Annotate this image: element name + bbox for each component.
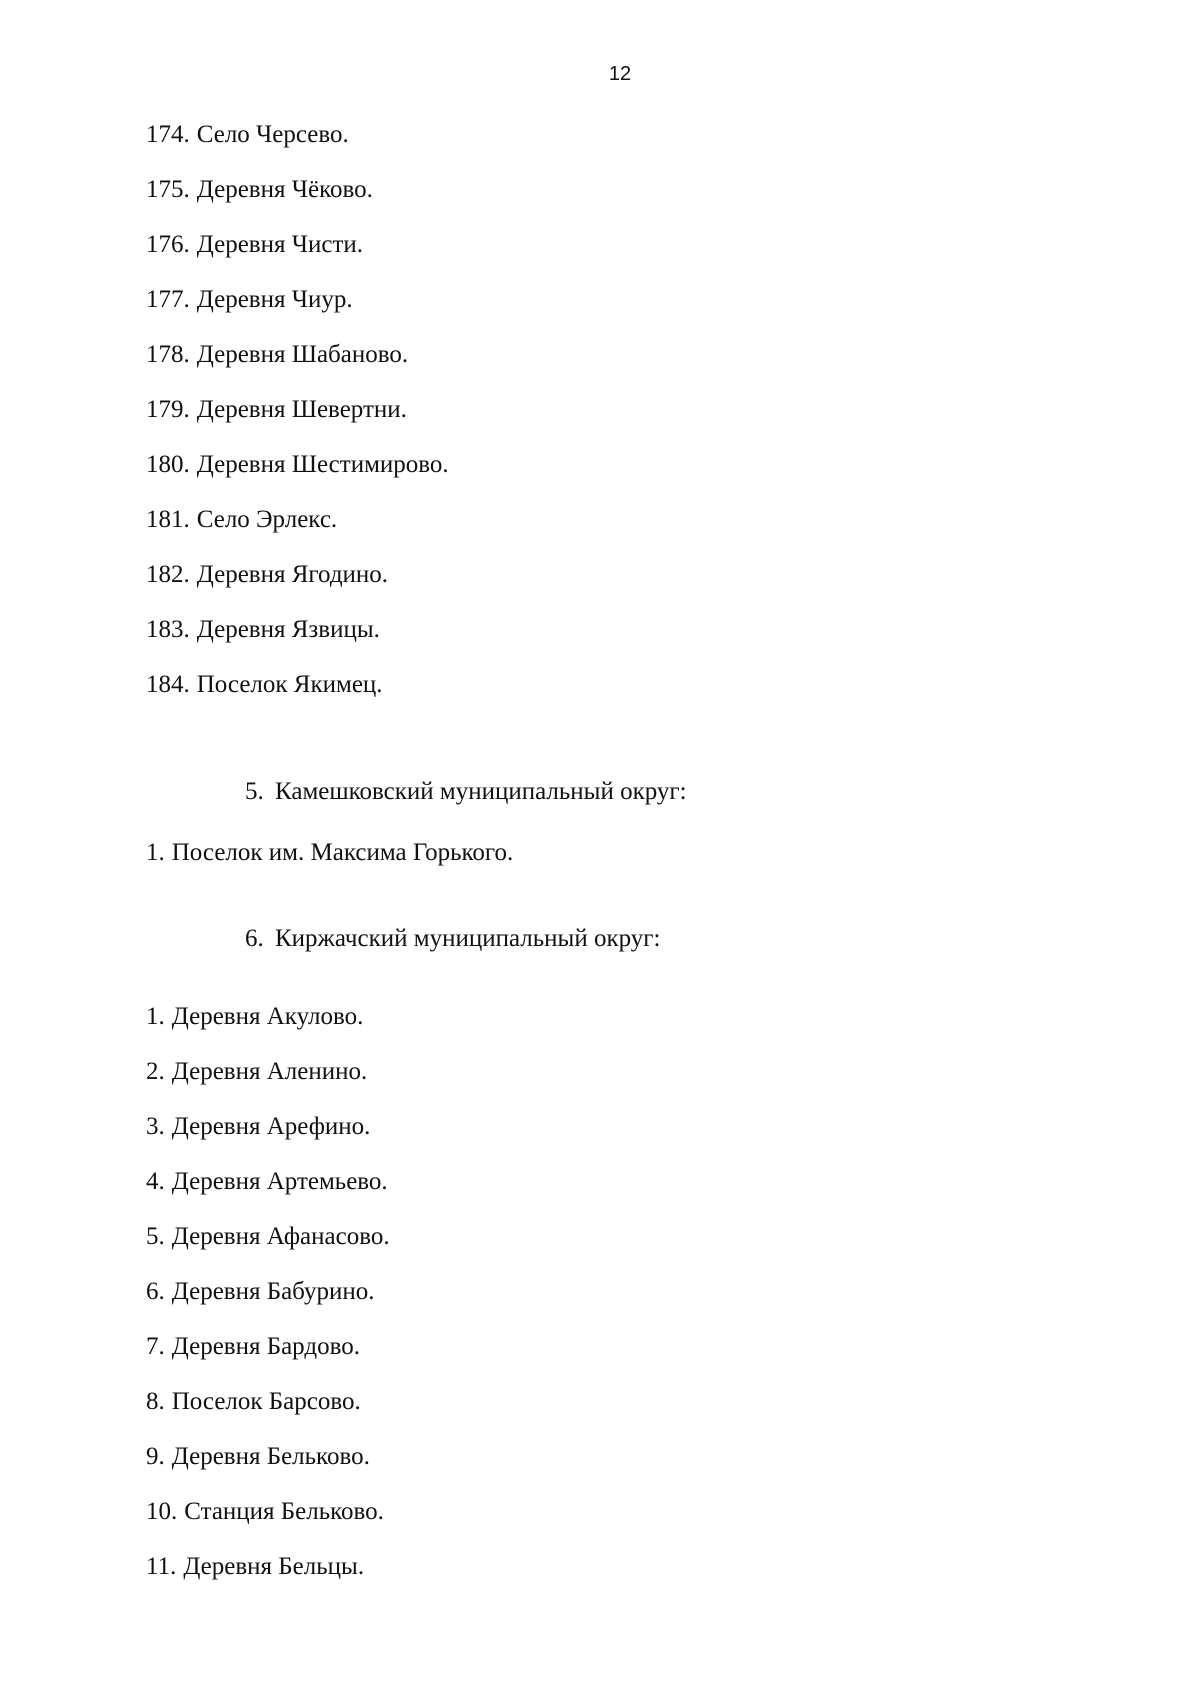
item-text: Деревня Акулово. (171, 1003, 364, 1030)
item-number: 180. (146, 451, 190, 478)
list-item (146, 395, 1046, 450)
item-number: 1. (146, 839, 165, 866)
item-text: Деревня Бельцы. (183, 1553, 365, 1580)
kirzhachsky-settlement-list (146, 1002, 1046, 1607)
item-text: Деревня Шабаново. (196, 341, 409, 368)
item-text: Деревня Шестимирово. (196, 451, 449, 478)
item-number: 8. (146, 1388, 165, 1415)
list-item (146, 1222, 1046, 1277)
item-number: 6. (146, 1278, 165, 1305)
list-item (146, 120, 1046, 175)
item-number: 10. (146, 1498, 178, 1525)
list-item (146, 340, 1046, 395)
item-number: 9. (146, 1443, 165, 1470)
item-text: Деревня Ягодино. (196, 561, 389, 588)
item-text: Деревня Афанасово. (171, 1223, 390, 1250)
list-item (146, 175, 1046, 230)
list-item (146, 1552, 1046, 1607)
item-text: Поселок Якимец. (196, 671, 383, 698)
item-number: 176. (146, 231, 190, 258)
item-number: 174. (146, 121, 190, 148)
item-number: 182. (146, 561, 190, 588)
section-number: 5. (245, 778, 264, 805)
list-item (146, 1332, 1046, 1387)
item-text: Деревня Чёково. (196, 176, 373, 203)
item-text: Поселок им. Максима Горького. (171, 839, 514, 866)
section-heading-kirzhachsky (245, 924, 1095, 954)
kameshkovsky-settlement-list (146, 838, 1046, 868)
list-item (146, 1277, 1046, 1332)
item-number: 7. (146, 1333, 165, 1360)
item-text: Поселок Барсово. (171, 1388, 361, 1415)
list-item (146, 1442, 1046, 1497)
item-text: Деревня Шевертни. (196, 396, 407, 423)
list-item (146, 560, 1046, 615)
item-number: 175. (146, 176, 190, 203)
item-text: Село Эрлекс. (196, 506, 338, 533)
list-item (146, 1057, 1046, 1112)
item-number: 3. (146, 1113, 165, 1140)
item-number: 179. (146, 396, 190, 423)
list-item (146, 670, 1046, 725)
item-number: 2. (146, 1058, 165, 1085)
item-text: Деревня Артемьево. (171, 1168, 388, 1195)
list-item (146, 838, 1046, 868)
item-number: 178. (146, 341, 190, 368)
item-text: Деревня Бельково. (171, 1443, 370, 1470)
list-item (146, 1387, 1046, 1442)
item-number: 177. (146, 286, 190, 313)
section-title: Камешковский муниципальный округ: (275, 778, 687, 805)
item-text: Деревня Чисти. (196, 231, 364, 258)
item-number: 183. (146, 616, 190, 643)
list-item (146, 1167, 1046, 1222)
item-number: 11. (146, 1553, 177, 1580)
continued-settlement-list (146, 120, 1046, 725)
item-text: Село Черсево. (196, 121, 349, 148)
item-text: Деревня Бардово. (171, 1333, 360, 1360)
list-item (146, 285, 1046, 340)
page-number: 12 (608, 63, 632, 85)
list-item (146, 505, 1046, 560)
list-item (146, 450, 1046, 505)
item-number: 184. (146, 671, 190, 698)
section-number: 6. (245, 925, 264, 952)
item-number: 5. (146, 1223, 165, 1250)
list-item (146, 1112, 1046, 1167)
item-number: 181. (146, 506, 190, 533)
item-text: Деревня Чиур. (196, 286, 353, 313)
item-text: Станция Бельково. (184, 1498, 384, 1525)
item-text: Деревня Язвицы. (196, 616, 380, 643)
list-item (146, 1002, 1046, 1057)
section-heading-kameshkovsky (245, 777, 1095, 807)
item-text: Деревня Арефино. (171, 1113, 371, 1140)
list-item (146, 230, 1046, 285)
section-title: Киржачский муниципальный округ: (275, 925, 661, 952)
item-number: 4. (146, 1168, 165, 1195)
list-item (146, 615, 1046, 670)
item-text: Деревня Бабурино. (171, 1278, 375, 1305)
item-text: Деревня Аленино. (171, 1058, 368, 1085)
item-number: 1. (146, 1003, 165, 1030)
list-item (146, 1497, 1046, 1552)
